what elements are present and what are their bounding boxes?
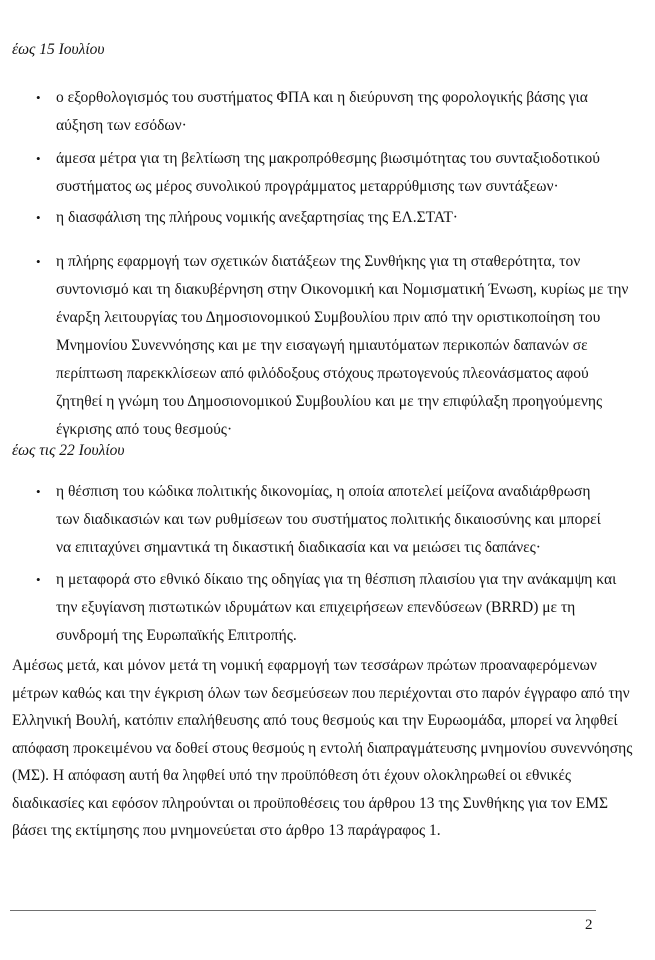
bullet-icon: • (36, 484, 41, 499)
list-item-text: ο εξορθολογισμός του συστήματος ΦΠΑ και η διεύρυνση της φορολογικής βάσης για αύξηση των εσόδων· (56, 89, 588, 134)
list-item-text: η μεταφορά στο εθνικό δίκαιο της οδηγίας για τη θέσπιση πλαισίου για την ανάκαμψη και την εξυγίανση πιστωτικών ιδρυμάτων και επιχειρήσεων επενδύσεων (BRRD) με τη συνδρομή της Ευρωπαϊκής Επιτροπής. (56, 571, 617, 644)
bullet-icon: • (36, 151, 41, 166)
list-item-text: η διασφάλιση της πλήρους νομικής ανεξαρτησίας της ΕΛ.ΣΤΑΤ· (56, 209, 458, 226)
section-heading-22-july: έως τις 22 Ιουλίου (12, 442, 125, 459)
closing-paragraph: Αμέσως μετά, και μόνον μετά τη νομική εφαρμογή των τεσσάρων πρώτων προαναφερόμενων μέτρων καθώς και την έγκριση όλων των δεσμεύσεων που περιέχονται στο παρόν έγγραφο από την Ελληνική Βουλή, κατόπιν επαλήθευσης από τους θεσμούς και την Ευρωομάδα, μπορεί να ληφθεί απόφαση προκειμένου να δοθεί στους θεσμούς η εντολή διαπραγμάτευσης μνημονίου συνεννόησης (ΜΣ). Η απόφαση αυτή θα ληφθεί υπό την προϋπόθεση ότι έχουν ολοκληρωθεί οι εθνικές διαδικασίες και εφόσον πληρούνται οι προϋποθέσεις του άρθρου 13 της Συνθήκης για τον ΕΜΣ βάσει της εκτίμησης που μνημονεύεται στο άρθρο 13 παράγραφος 1. (12, 657, 633, 839)
section-heading-15-july: έως 15 Ιουλίου (12, 41, 105, 58)
list-item-text: άμεσα μέτρα για τη βελτίωση της μακροπρόθεσμης βιωσιμότητας του συνταξιοδοτικού συστήματος ως μέρος συνολικού προγράμματος μεταρρύθμισης των συντάξεων· (56, 150, 600, 195)
list-item-text: η θέσπιση του κώδικα πολιτικής δικονομίας, η οποία αποτελεί μείζονα αναδιάρθρωση των διαδικασιών και των ρυθμίσεων του συστήματος πολιτικής δικαιοσύνης και μπορεί να επιταχύνει σημαντικά τη δικαστική διαδικασία και να μειώσει τις δαπάνες· (56, 483, 601, 556)
bullet-icon: • (36, 210, 41, 225)
page-number: 2 (585, 917, 593, 933)
bullet-icon: • (36, 572, 41, 587)
list-item-text: η πλήρης εφαρμογή των σχετικών διατάξεων της Συνθήκης για τη σταθερότητα, τον συντονισμό και τη διακυβέρνηση στην Οικονομική και Νομισματική Ένωση, κυρίως με την έναρξη λειτουργίας του Δημοσιονομικού Συμβουλίου πριν από την οριστικοποίηση του Μνημονίου Συνεννόησης και με την εισαγωγή ημιαυτόματων περικοπών δαπανών σε περίπτωση παρεκκλίσεων από φιλόδοξους στόχους πρωτογενούς πλεονάσματος αφού ζητηθεί η γνώμη του Δημοσιονομικού Συμβουλίου και με την επιφύλαξη προηγούμενης έγκρισης από τους θεσμούς· (56, 253, 629, 438)
bullet-icon: • (36, 254, 41, 269)
footer-divider (10, 910, 596, 911)
bullet-icon: • (36, 90, 41, 105)
